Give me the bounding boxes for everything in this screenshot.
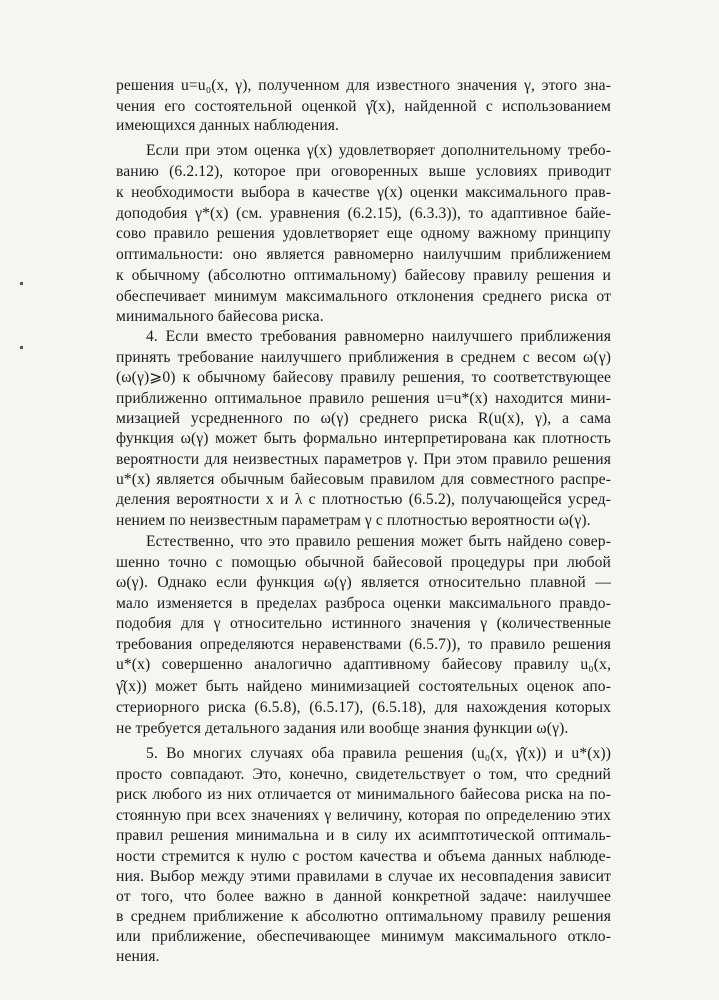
text-line: мало изменяется в пределах разброса оценки максимального правдо- [116,595,611,612]
text-line: оптимальности: оно является равномерно наилучшим приближением [116,246,611,263]
text-line: к необходимости выбора в качестве γ(x) оценки максимального прав- [116,184,611,201]
text-line: (ω(γ)⩾0) к обычному байесову правилу решения, то соответствующее [116,369,611,386]
text-line: в среднем приближение к абсолютно оптимальному правилу решения [116,908,611,925]
text-line: 5. Во многих случаях оба правила решения (u₀(x, γ̂(x)) и u*(x)) [146,745,611,762]
text-line: ω(γ). Однако если функция ω(γ) является относительно плавной — [116,574,611,591]
text-line: u*(x) совершенно аналогично адаптивному байесову правилу u₀(x, [116,656,611,673]
text-line: подобия для γ относительно истинного значения γ (количественные [116,615,611,632]
text-line: вероятности для неизвестных параметров γ. При этом правило решения [116,451,611,468]
text-line: Естественно, что это правило решения может быть найдено совер- [146,533,611,550]
text-line: обеспечивает минимум максимального отклонения среднего риска от [116,288,611,305]
text-line: правил решения минимальна и в силу их асимптотической оптималь- [116,827,611,844]
text-line: к обычному (абсолютно оптимальному) байесову правилу решения и [116,267,611,284]
text-line: функция ω(γ) может быть формально интерпретирована как плотность [116,430,611,447]
text-line: мизацией усредненного по ω(γ) среднего риска R(u(x), γ), а сама [116,410,611,427]
text-line: Если при этом оценка γ(x) удовлетворяет дополнительному требо- [146,142,611,159]
text-line: не требуется детального задания или вообще знания функции ω(γ). [116,720,569,737]
margin-speck [20,282,23,285]
text-line: принять требование наилучшего приближения в среднем с весом ω(γ) [116,349,611,366]
text-line: 4. Если вместо требования равномерно наилучшего приближения [146,328,611,345]
text-line: шенно точно с помощью обычной байесовой процедуры при любой [116,554,611,571]
text-line: требования определяются неравенствами (6.5.7)), то правило решения [116,636,611,653]
text-line: стоянную при всех значениях γ величину, которая по определению этих [116,807,611,824]
text-line: или приближение, обеспечивающее минимум максимального откло- [116,928,611,945]
text-line: просто совпадают. Это, конечно, свидетельствует о том, что средний [116,766,611,783]
text-line: имеющихся данных наблюдения. [116,117,340,134]
text-line: ния. Выбор между этими правилами в случае их несовпадения зависит [116,868,611,885]
text-line: сово правило решения удовлетворяет еще одному важному принципу [116,225,611,242]
text-line: риск любого из них отличается от минимального байесова риска на по- [116,786,611,803]
text-line: от того, что более важно в данной конкретной задаче: наилучшее [116,888,611,905]
text-line: ности стремится к нулю с ростом качества и объема данных наблюде- [116,848,611,865]
margin-speck [20,346,23,349]
text-line: минимального байесова риска. [116,308,324,325]
text-line: ванию (6.2.12), которое при оговоренных выше условиях приводит [116,163,611,180]
text-line: решения u=u₀(x, γ), полученном для известного значения γ, этого зна- [116,77,611,94]
text-line: деления вероятности x и λ с плотностью (6.5.2), получающейся усред- [116,491,611,508]
text-line: стериорного риска (6.5.8), (6.5.17), (6.5.18), для нахождения которых [116,699,611,716]
text-line: доподобия γ*(x) (см. уравнения (6.2.15), (6.3.3)), то адаптивное байе- [116,205,611,222]
text-line: чения его состоятельной оценкой γ̂(x), найденной с использованием [116,98,611,115]
text-line: γ̂(x)) может быть найдено минимизацией состоятельных оценок апо- [116,678,611,695]
text-line: приближенно оптимальное правило решения u=u*(x) находится мини- [116,390,611,407]
text-line: u*(x) является обычным байесовым правилом для совместного распре- [116,471,611,488]
text-line: нения. [116,948,160,965]
text-line: нением по неизвестным параметрам γ с плотностью вероятности ω(γ). [116,512,591,529]
